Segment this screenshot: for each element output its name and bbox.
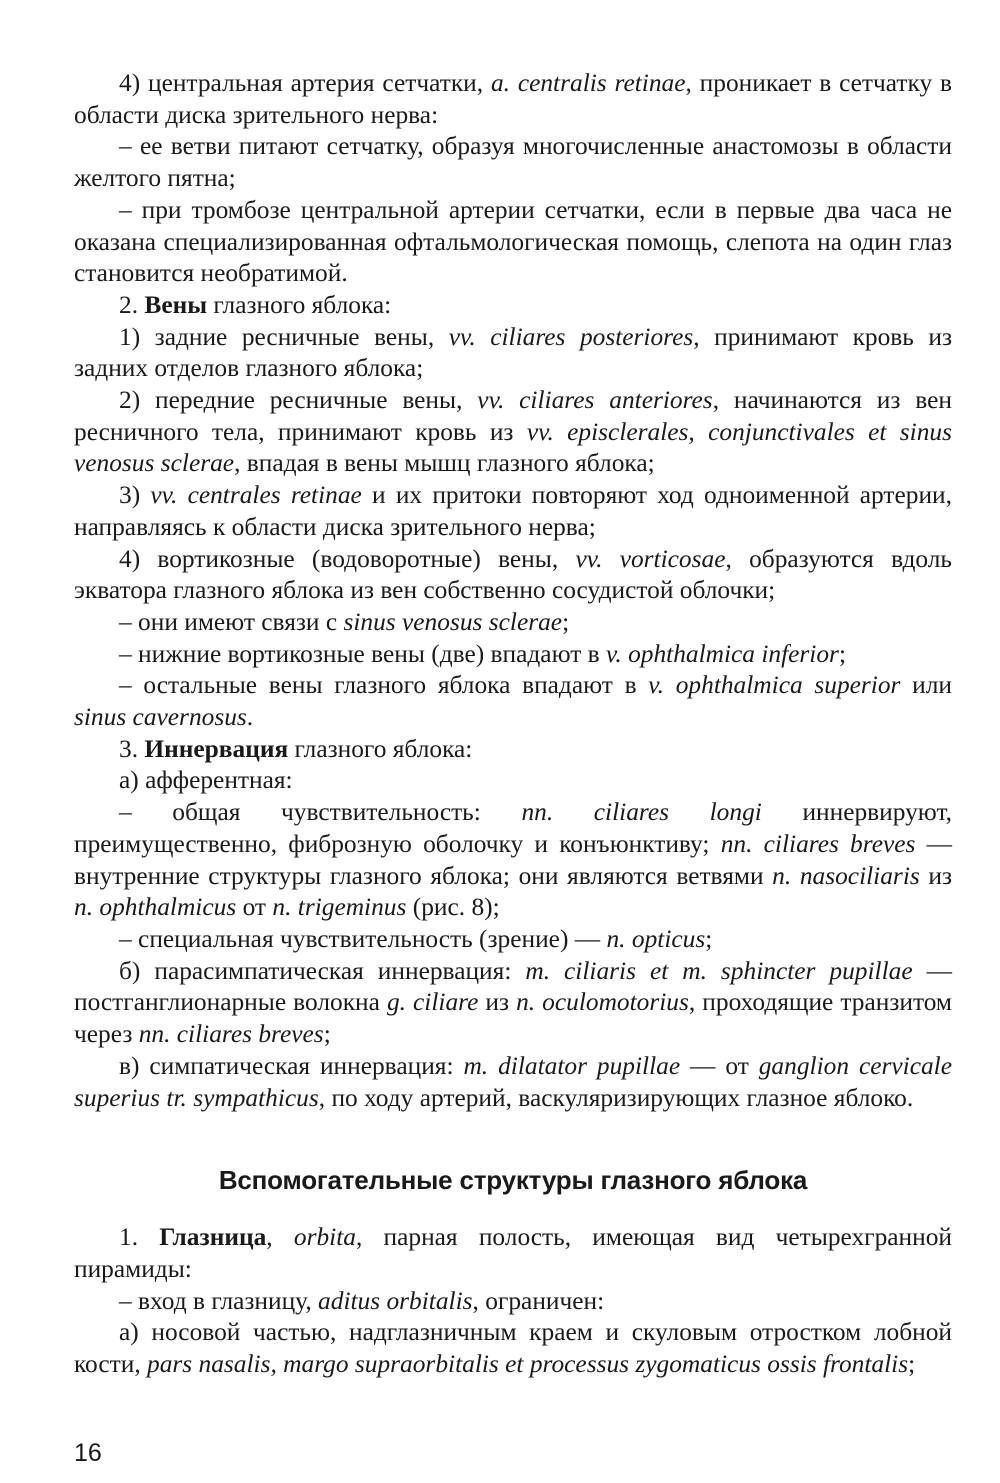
text-run: , впадая в вены мышц глазного яблока; xyxy=(234,449,655,478)
paragraph-p2 xyxy=(74,131,952,194)
text-run: — внутренние структуры глазного яблока; они являются ветвями xyxy=(74,829,952,890)
latin-term: n. oculomotorius xyxy=(516,988,689,1017)
text-run: (рис. 8); xyxy=(406,893,500,922)
text-run: 4) вортикозные (водоворотные) вены, xyxy=(119,544,576,573)
latin-term: vv. ciliares posteriores xyxy=(448,322,694,351)
paragraph-p1 xyxy=(74,68,952,131)
text-run: – специальная чувствительность (зрение) — xyxy=(119,924,607,953)
latin-term: n. ophthalmicus xyxy=(74,893,237,922)
paragraph-p3 xyxy=(74,195,952,290)
latin-term: ganglion cervicale superius tr. sympathicus xyxy=(74,1051,952,1112)
text-run: — постганглионарные волокна xyxy=(74,956,952,1017)
text-run: ; xyxy=(838,639,847,668)
paragraph-p5 xyxy=(74,322,952,385)
text-run: из xyxy=(919,861,952,890)
text-run: а) афферентная: xyxy=(119,766,293,795)
text-run: – при тромбозе центральной артерии сетчатки, если в первые два часа не оказана специализированная офтальмологическая помощь, слепота на один глаз становится необратимой. xyxy=(74,195,952,288)
text-run: ; xyxy=(908,1350,916,1379)
latin-term: n. trigeminus xyxy=(272,893,407,922)
text-run: , начинаются из вен ресничного тела, принимают кровь из xyxy=(74,386,952,446)
text-run: – ее ветви питают сетчатку, образуя многочисленные анастомозы в области желтого пятна; xyxy=(74,132,952,193)
latin-term: n. nasociliaris xyxy=(772,861,920,890)
latin-term: m. ciliaris et m. sphincter pupillae xyxy=(525,956,913,985)
paragraph-p6 xyxy=(74,385,952,480)
section-heading: Вспомогательные структуры глазного яблока xyxy=(218,1165,808,1196)
text-block-blood-supply-innervation xyxy=(74,68,952,1114)
text-run: из xyxy=(478,988,517,1017)
bold-term: Иннервация xyxy=(144,734,289,763)
text-run: от xyxy=(236,893,273,922)
text-run: 1. xyxy=(119,1223,160,1252)
latin-term: sinus venosus sclerae xyxy=(343,607,563,636)
text-run: ; xyxy=(323,1020,331,1049)
paragraph-p10 xyxy=(74,639,952,671)
latin-term: v. ophthalmica inferior xyxy=(605,639,839,668)
text-block-auxiliary-structures xyxy=(74,1222,952,1381)
text-run: глазного яблока: xyxy=(288,734,473,763)
latin-term: g. ciliare xyxy=(386,988,479,1017)
text-run: , парная полость, имеющая вид четырехгранной пирамиды: xyxy=(74,1223,952,1283)
text-run: иннервируют, преимущественно, фиброзную оболочку и конъюнктиву; xyxy=(74,798,952,858)
latin-term: vv. centrales retinae xyxy=(150,481,362,510)
text-run: 1) задние ресничные вены, xyxy=(119,322,449,351)
text-run: 4) центральная артерия сетчатки, xyxy=(119,69,491,97)
latin-term: orbita xyxy=(293,1223,356,1252)
page-number: 16 xyxy=(74,1439,102,1467)
paragraph-p16 xyxy=(74,956,952,1051)
text-run: – остальные вены глазного яблока впадают в xyxy=(119,671,649,700)
paragraph-p12 xyxy=(74,734,952,766)
text-run: 3) xyxy=(119,481,151,510)
latin-term: nn. ciliares longi xyxy=(521,798,762,827)
text-run: ; xyxy=(562,607,570,636)
bold-term: Глазница xyxy=(159,1223,267,1252)
text-run: , по ходу артерий, васкуляризирующих глазное яблоко. xyxy=(318,1083,914,1112)
latin-term: m. dilatator pupillae xyxy=(463,1051,681,1080)
text-run: — от xyxy=(680,1051,759,1080)
text-run: , проходящие транзитом через xyxy=(74,988,952,1049)
paragraph-p17 xyxy=(74,1051,952,1114)
text-run: или xyxy=(900,671,952,700)
latin-term: a. centralis retinae xyxy=(490,69,686,97)
paragraph-p20 xyxy=(74,1317,952,1380)
latin-term: vv. vorticosae xyxy=(575,544,726,573)
text-run: 2) передние ресничные вены, xyxy=(119,386,478,415)
latin-term: vv. episclerales, conjunctivales et sinus venosus sclerae xyxy=(74,417,952,478)
text-run: – вход в глазницу, xyxy=(119,1286,319,1315)
text-run: – они имеют связи с xyxy=(119,607,344,636)
paragraph-p15 xyxy=(74,924,952,956)
latin-term: sinus cavernosus xyxy=(74,703,247,732)
page-body xyxy=(74,68,952,1381)
latin-term: nn. ciliares breves xyxy=(138,1020,324,1049)
text-run: , ограничен: xyxy=(472,1286,605,1315)
text-run: , образуются вдоль экватора глазного яблока из вен собственно сосудистой облочки; xyxy=(74,544,952,605)
text-run: б) парасимпатическая иннервация: xyxy=(119,956,526,985)
latin-term: n. opticus xyxy=(606,924,706,953)
text-run: . xyxy=(246,703,254,732)
text-run: , проникает в сетчатку в области диска зрительного нерва: xyxy=(74,69,952,129)
latin-term: nn. ciliares breves xyxy=(720,829,916,858)
text-run: и их притоки повторяют ход одноименной артерии, направляясь к области диска зрительного нерва; xyxy=(74,481,952,541)
text-run: 3. xyxy=(119,734,145,763)
bold-term: Вены xyxy=(144,290,208,319)
latin-term: aditus orbitalis xyxy=(318,1286,473,1315)
paragraph-p8 xyxy=(74,544,952,607)
paragraph-p14 xyxy=(74,797,952,924)
paragraph-p18 xyxy=(74,1222,952,1285)
text-run: – нижние вортикозные вены (две) впадают в xyxy=(119,639,606,668)
text-run: , xyxy=(266,1223,294,1252)
text-run: , принимают кровь из задних отделов глазного яблока; xyxy=(74,322,952,383)
text-run: ; xyxy=(705,924,713,953)
latin-term: v. ophthalmica superior xyxy=(648,671,901,700)
paragraph-p13 xyxy=(74,765,952,797)
latin-term: vv. ciliares anteriores xyxy=(477,386,713,415)
paragraph-p11 xyxy=(74,670,952,733)
text-run: а) носовой частью, надглазничным краем и скуловым отростком лобной кости, xyxy=(74,1318,952,1379)
paragraph-p4 xyxy=(74,290,952,322)
paragraph-p7 xyxy=(74,480,952,543)
paragraph-p9 xyxy=(74,607,952,639)
text-run: – общая чувствительность: xyxy=(119,798,522,827)
text-run: в) симпатическая иннервация: xyxy=(119,1051,464,1080)
latin-term: pars nasalis, margo supraorbitalis et processus zygomaticus ossis frontalis xyxy=(147,1350,909,1379)
text-run: глазного яблока: xyxy=(207,290,392,319)
text-run: 2. xyxy=(119,290,145,319)
paragraph-p19 xyxy=(74,1286,952,1318)
